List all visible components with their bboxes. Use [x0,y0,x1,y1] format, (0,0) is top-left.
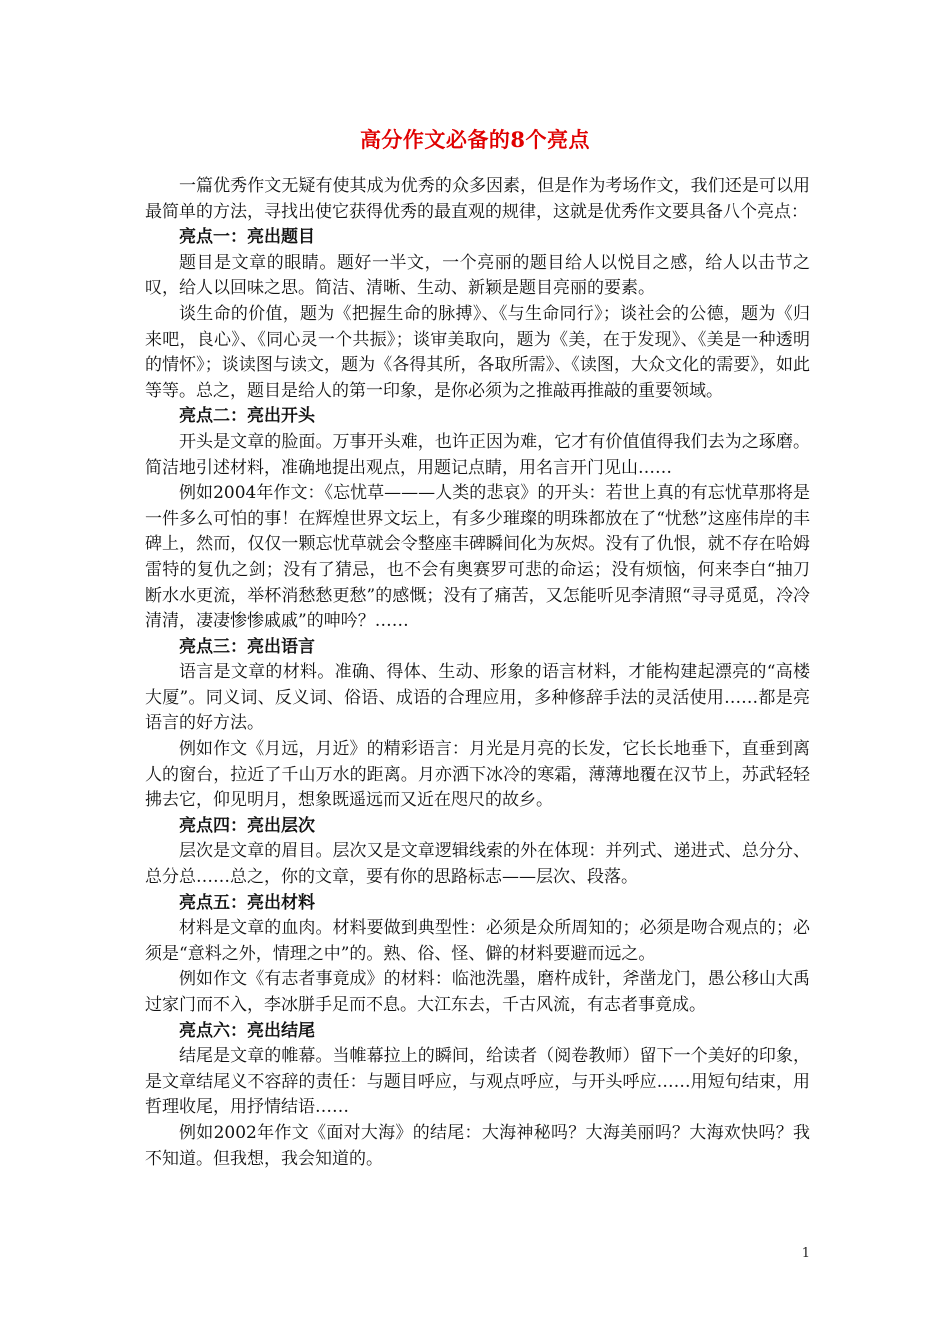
document-title: 高分作文必备的8个亮点 [359,127,591,152]
section-heading-3: 亮点三：亮出语言 [179,636,315,657]
section-2-paragraph-2: 例如2004年作文：《忘忧草———人类的悲哀》的开头：若世上真的有忘忧草那将是一件多么可怕的事！在辉煌世界文坛上，有多少璀璨的明珠都放在了“忧愁”这座伟岸的丰碑上，然而，仅仅一颗忘忧草就会令整座丰碑瞬间化为灰烬。没有了仇恨，就不存在哈姆雷特的复仇之剑；没有了猜忌，也不会有奥赛罗可悲的命运；没有烦恼，何来李白“抽刀断水水更流，举杯消愁愁更愁”的感慨；没有了痛苦，又怎能听见李清照“寻寻觅觅，冷冷清清，凄凄惨惨戚戚”的呻吟？…… [145,483,810,632]
section-heading-2: 亮点二：亮出开头 [179,406,315,427]
intro-paragraph: 一篇优秀作文无疑有使其成为优秀的众多因素，但是作为考场作文，我们还是可以用最简单的方法，寻找出使它获得优秀的最直观的规律，这就是优秀作文要具备八个亮点： [145,176,810,222]
section-4-paragraph-1: 层次是文章的眉目。层次又是文章逻辑线索的外在体现：并列式、递进式、总分分、总分总……总之，你的文章，要有你的思路标志——层次、段落。 [145,841,810,888]
section-3-paragraph-1: 语言是文章的材料。准确、得体、生动、形象的语言材料，才能构建起漂亮的“高楼大厦”。同义词、反义词、俗语、成语的合理应用，多种修辞手法的灵活使用……都是亮语言的好方法。 [145,662,810,734]
page-number: 1 [801,1246,810,1261]
document-body [145,174,810,1172]
section-6-paragraph-1: 结尾是文章的帷幕。当帷幕拉上的瞬间，给读者（阅卷教师）留下一个美好的印象，是文章结尾义不容辞的责任：与题目呼应，与观点呼应，与开头呼应……用短句结束，用哲理收尾，用抒情结语…… [145,1046,810,1118]
section-heading-4: 亮点四：亮出层次 [179,815,315,836]
section-6-paragraph-2: 例如2002年作文《面对大海》的结尾：大海神秘吗？大海美丽吗？大海欢快吗？我不知道。但我想，我会知道的。 [145,1122,810,1169]
section-5-paragraph-1: 材料是文章的血肉。材料要做到典型性：必须是众所周知的；必须是吻合观点的；必须是“意料之外，情理之中”的。熟、俗、怪、僻的材料要避而远之。 [145,918,810,964]
section-1-paragraph-2: 谈生命的价值，题为《把握生命的脉搏》、《与生命同行》；谈社会的公德，题为《归来吧，良心》、《同心灵一个共振》；谈审美取向，题为《美，在于发现》、《美是一种透明的情怀》；谈读图与读文，题为《各得其所，各取所需》、《读图，大众文化的需要》，如此等等。总之，题目是给人的第一印象，是你必须为之推敲再推敲的重要领域。 [145,303,810,401]
section-3-paragraph-2: 例如作文《月远，月近》的精彩语言：月光是月亮的长发，它长长地垂下，直垂到离人的窗台，拉近了千山万水的距离。月亦洒下冰冷的寒霜，薄薄地覆在汉节上，苏武轻轻拂去它，仰见明月，想象既遥远而又近在咫尺的故乡。 [145,739,810,811]
section-2-paragraph-1: 开头是文章的脸面。万事开头难，也许正因为难，它才有价值值得我们去为之琢磨。简洁地引述材料，准确地提出观点，用题记点睛，用名言开门见山…… [145,431,810,478]
section-heading-1: 亮点一：亮出题目 [179,227,315,248]
section-heading-5: 亮点五：亮出材料 [179,892,315,913]
section-1-paragraph-1: 题目是文章的眼睛。题好一半文，一个亮丽的题目给人以悦目之感，给人以击节之叹，给人以回味之思。简洁、清晰、生动、新颖是题目亮丽的要素。 [145,252,810,299]
section-heading-6: 亮点六：亮出结尾 [179,1020,315,1041]
section-5-paragraph-2: 例如作文《有志者事竟成》的材料：临池洗墨，磨杵成针，斧凿龙门，愚公移山大禹过家门而不入，李冰胼手足而不息。大江东去，千古风流，有志者事竟成。 [145,969,810,1015]
